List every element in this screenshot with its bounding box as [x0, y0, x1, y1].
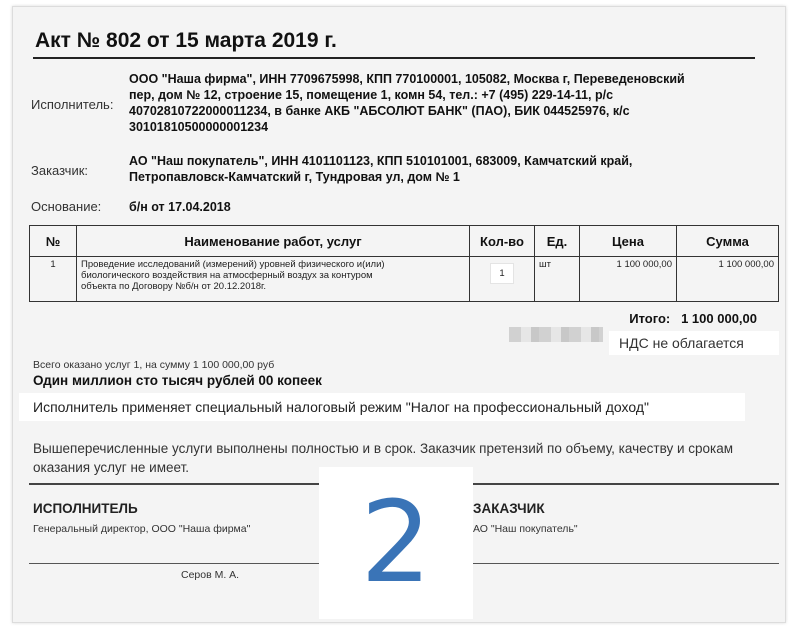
- row-price: 1 100 000,00: [580, 257, 677, 302]
- act-document: [12, 6, 786, 623]
- row-unit: шт: [535, 257, 580, 302]
- document-title: Акт № 802 от 15 марта 2019 г.: [35, 29, 337, 52]
- row-name-line: объекта по Договору №б/н от 20.12.2018г.: [81, 281, 266, 292]
- executor-role: Генеральный директор, ООО "Наша фирма": [33, 523, 251, 535]
- customer-line: Петропавловск-Камчатский г, Тундровая ул, дом № 1: [129, 170, 460, 184]
- col-name-header: Наименование работ, услуг: [77, 226, 470, 257]
- row-sum: 1 100 000,00: [677, 257, 779, 302]
- row-name-line: биологического воздействия на атмосферный воздух за контуром: [81, 270, 373, 281]
- executor-line: 30101810500000001234: [129, 120, 269, 134]
- basis-label: Основание:: [31, 199, 102, 214]
- executor-signature-line: [29, 563, 329, 564]
- row-num: 1: [30, 257, 77, 302]
- customer-label: Заказчик:: [31, 163, 89, 178]
- statement-line: оказания услуг не имеет.: [33, 460, 190, 475]
- amount-in-words: Один миллион сто тысяч рублей 00 копеек: [33, 373, 322, 388]
- executor-line: ООО "Наша фирма", ИНН 7709675998, КПП 770100001, 105082, Москва г, Переведеновский: [129, 72, 685, 86]
- executor-label: Исполнитель:: [31, 97, 114, 112]
- customer-line: АО "Наш покупатель", ИНН 4101101123, КПП 510101001, 683009, Камчатский край,: [129, 154, 633, 168]
- row-name-line: Проведение исследований (измерений) уровней физического и(или): [81, 259, 385, 270]
- customer-details: [129, 153, 632, 185]
- statement-line: Вышеперечисленные услуги выполнены полностью и в срок. Заказчик претензий по объему, качеству и срокам: [33, 441, 733, 456]
- redacted-block: [509, 327, 603, 342]
- table-row: [30, 257, 779, 302]
- page-number: 2: [360, 478, 432, 608]
- col-sum-header: Сумма: [677, 226, 779, 257]
- total-line: [629, 311, 757, 326]
- vat-note: НДС не облагается: [609, 331, 779, 355]
- table-header-row: [30, 226, 779, 257]
- customer-org: АО "Наш покупатель": [473, 523, 578, 535]
- title-divider: [33, 57, 755, 59]
- customer-signature-line: [453, 563, 779, 564]
- row-name: [77, 257, 470, 302]
- page-number-card: [319, 467, 473, 619]
- row-qty: 1: [490, 263, 513, 284]
- services-table: [29, 225, 779, 302]
- basis-value: б/н от 17.04.2018: [129, 200, 231, 214]
- executor-line: 40702810722000011234, в банке АКБ "АБСОЛЮТ БАНК" (ПАО), БИК 044525976, к/с: [129, 104, 630, 118]
- col-unit-header: Ед.: [535, 226, 580, 257]
- executor-signature-heading: ИСПОЛНИТЕЛЬ: [33, 501, 138, 516]
- executor-name: Серов М. А.: [181, 569, 240, 581]
- total-label: Итого:: [629, 311, 671, 326]
- col-num-header: №: [30, 226, 77, 257]
- col-price-header: Цена: [580, 226, 677, 257]
- col-qty-header: Кол-во: [470, 226, 535, 257]
- total-value: 1 100 000,00: [681, 311, 757, 326]
- executor-line: пер, дом № 12, строение 15, помещение 1, комн 54, тел.: +7 (495) 229-14-11, р/с: [129, 88, 614, 102]
- tax-regime-note: Исполнитель применяет специальный налоговый режим "Налог на профессиональный доход": [19, 393, 745, 421]
- customer-signature-heading: ЗАКАЗЧИК: [473, 501, 545, 516]
- row-qty-cell: [470, 257, 535, 302]
- services-summary: Всего оказано услуг 1, на сумму 1 100 000,00 руб: [33, 359, 275, 371]
- executor-details: [129, 71, 685, 135]
